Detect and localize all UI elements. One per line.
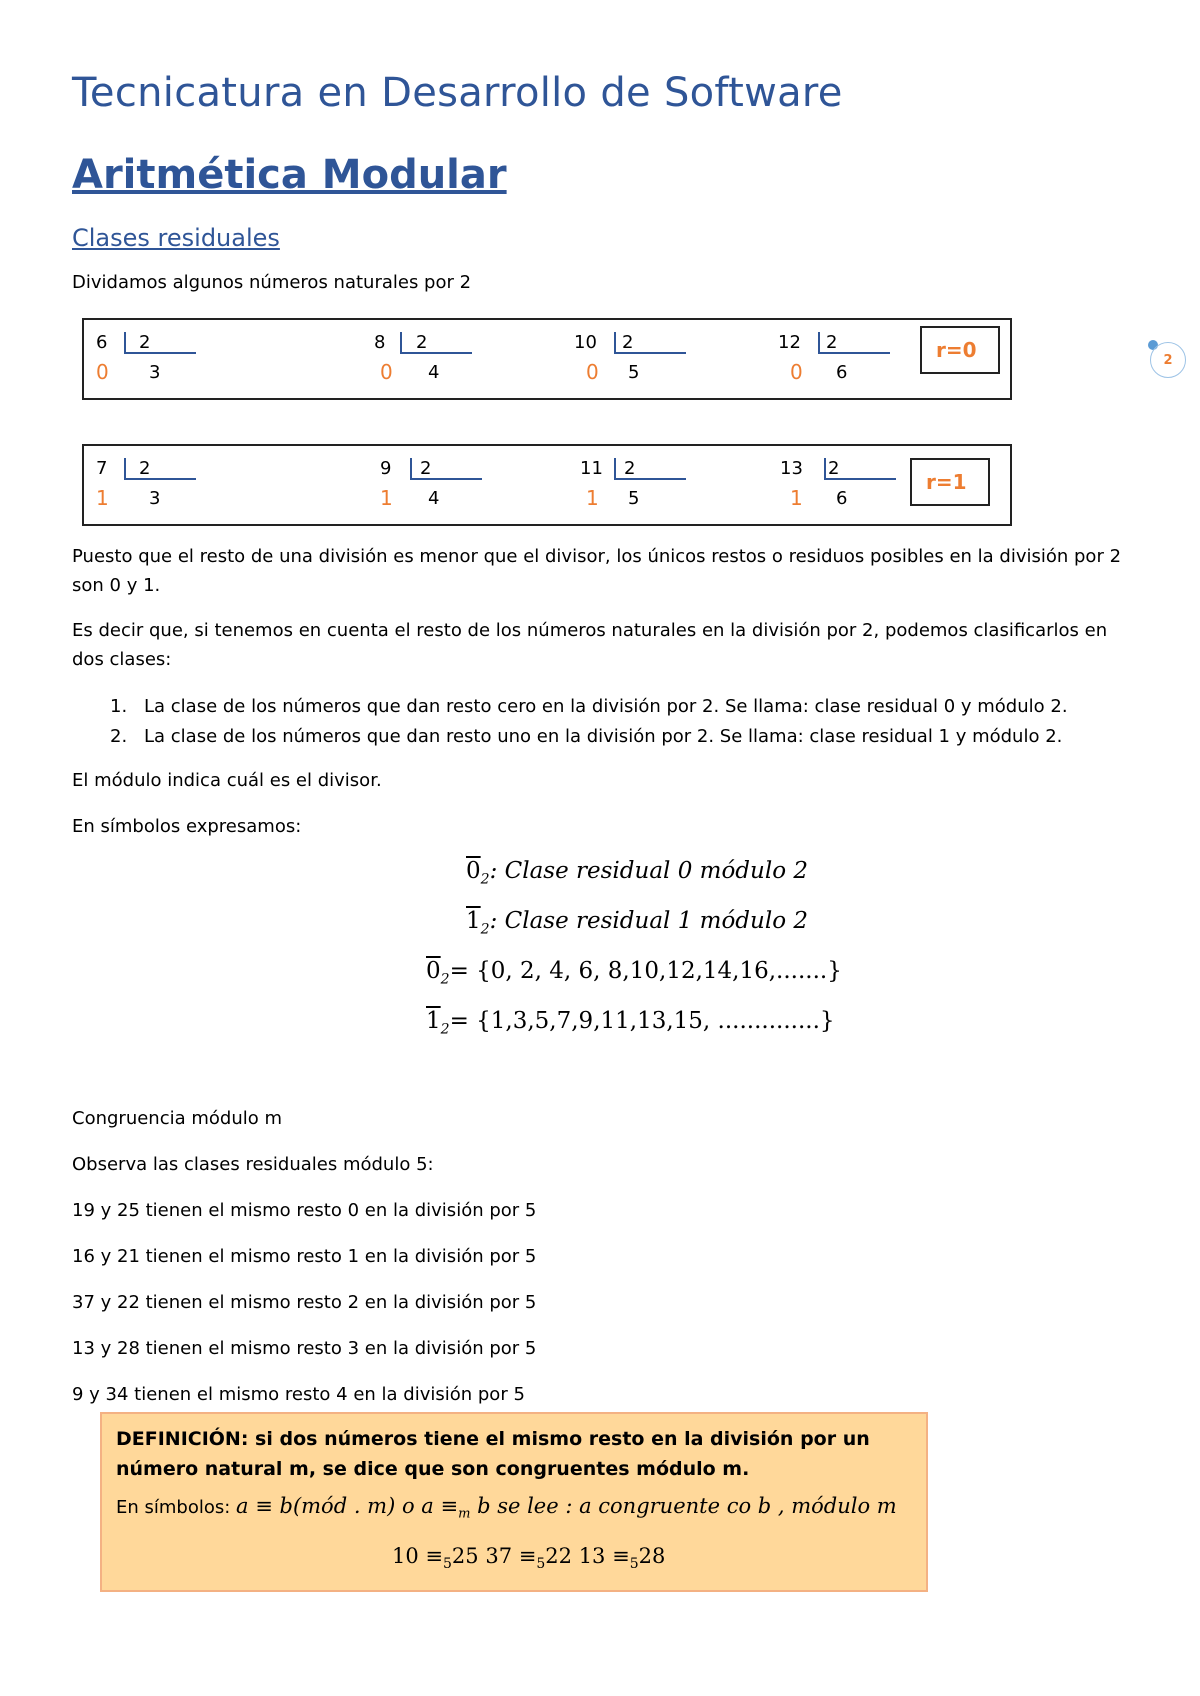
example-right: 22 (545, 1544, 572, 1568)
divisor: 2 (828, 458, 840, 479)
formula-class-1 (466, 908, 808, 938)
remainder: 1 (586, 486, 599, 510)
quotient: 6 (836, 488, 848, 509)
comment-marker-icon[interactable]: 2 (1150, 342, 1186, 378)
example-left: 37 ≡ (485, 1544, 537, 1568)
formula-text: = {1,3,5,7,9,11,13,15, ..............} (449, 1008, 835, 1034)
formula-text: = {0, 2, 4, 6, 8,10,12,14,16,.......} (449, 958, 842, 984)
divisor: 2 (139, 458, 151, 479)
page-title: Aritmética Modular (72, 152, 507, 198)
list-number: 2. (110, 726, 128, 747)
formula-text: : Clase residual 1 módulo 2 (489, 908, 808, 934)
symbols-reading: b se lee : a congruente co b , módulo m (470, 1494, 897, 1518)
divisor: 2 (826, 332, 838, 353)
class-modulus: 2 (440, 971, 450, 988)
residue-line: 13 y 28 tienen el mismo resto 3 en la división por 5 (72, 1338, 537, 1359)
remainder: 0 (380, 360, 393, 384)
example-right: 25 (451, 1544, 479, 1568)
dividend: 7 (96, 458, 108, 479)
example-left: 13 ≡ (578, 1544, 630, 1568)
example-left: 10 ≡ (392, 1544, 443, 1568)
dividend: 11 (580, 458, 603, 479)
paragraph-module: El módulo indica cuál es el divisor. (72, 770, 382, 791)
symbols-subscript: m (458, 1506, 471, 1522)
dividend: 10 (574, 332, 597, 353)
remainder: 1 (96, 486, 109, 510)
list-number: 1. (110, 696, 128, 717)
example-modulus: 5 (536, 1556, 546, 1573)
paragraph-remainder: Puesto que el resto de una división es menor que el divisor, los únicos restos o residuos posibles en la división por 2 son 0 y 1. (72, 546, 1122, 596)
definition-box (100, 1412, 928, 1592)
quotient: 4 (428, 488, 440, 509)
quotient: 4 (428, 362, 440, 383)
class-symbol: 0 (426, 958, 441, 984)
formula-text: : Clase residual 0 módulo 2 (489, 858, 808, 884)
divisor: 2 (624, 458, 636, 479)
residue-line: 19 y 25 tienen el mismo resto 0 en la división por 5 (72, 1200, 537, 1221)
page-header: Tecnicatura en Desarrollo de Software (72, 70, 843, 116)
dividend: 12 (778, 332, 801, 353)
dividend: 9 (380, 458, 392, 479)
example-modulus: 5 (629, 1556, 639, 1573)
class-symbol: 0 (466, 858, 481, 884)
paragraph-symbols: En símbolos expresamos: (72, 816, 302, 837)
division-bracket (124, 332, 196, 354)
dividend: 6 (96, 332, 108, 353)
remainder-label-box: r=1 (910, 458, 990, 506)
remainder: 0 (790, 360, 803, 384)
divisor: 2 (420, 458, 432, 479)
formula-class-0 (466, 858, 808, 888)
paragraph-classify: Es decir que, si tenemos en cuenta el resto de los números naturales en la división por 2, podemos clasificarlos en dos clases: (72, 620, 1108, 670)
list-item (110, 692, 1068, 721)
class-modulus: 2 (480, 871, 490, 888)
remainder: 0 (96, 360, 109, 384)
dividend: 8 (374, 332, 386, 353)
divisor: 2 (622, 332, 634, 353)
list-text: La clase de los números que dan resto uno en la división por 2. Se llama: clase residual 1 y módulo 2. (144, 726, 1063, 747)
symbols-formula: a ≡ b(mód . m) o a ≡ (236, 1494, 459, 1518)
list-item (110, 722, 1062, 751)
quotient: 5 (628, 488, 640, 509)
intro-text: Dividamos algunos números naturales por 2 (72, 272, 472, 293)
divisor: 2 (416, 332, 428, 353)
section-subtitle: Clases residuales (72, 224, 280, 252)
division-bracket (400, 332, 472, 354)
class-symbol: 1 (426, 1008, 441, 1034)
class-modulus: 2 (480, 921, 490, 938)
residue-line: 37 y 22 tienen el mismo resto 2 en la división por 5 (72, 1292, 537, 1313)
definition-symbols (116, 1494, 897, 1522)
congruence-heading: Congruencia módulo m (72, 1108, 283, 1129)
example-modulus: 5 (443, 1556, 452, 1573)
remainder: 1 (380, 486, 393, 510)
quotient: 5 (628, 362, 640, 383)
list-text: La clase de los números que dan resto cero en la división por 2. Se llama: clase residual 0 y módulo 2. (144, 696, 1068, 717)
symbols-label: En símbolos: (116, 1497, 237, 1518)
division-box-r0 (82, 318, 1012, 400)
quotient: 3 (149, 362, 161, 383)
congruence-examples (392, 1544, 665, 1572)
remainder: 1 (790, 486, 803, 510)
dividend: 13 (780, 458, 803, 479)
quotient: 3 (149, 488, 161, 509)
formula-set-1 (426, 1008, 835, 1038)
remainder-label-box: r=0 (920, 326, 1000, 374)
division-bracket (124, 458, 196, 480)
class-modulus: 2 (440, 1021, 450, 1038)
residue-line: 16 y 21 tienen el mismo resto 1 en la división por 5 (72, 1246, 537, 1267)
divisor: 2 (139, 332, 151, 353)
formula-set-0 (426, 958, 842, 988)
example-right: 28 (638, 1544, 666, 1568)
quotient: 6 (836, 362, 848, 383)
residue-line: 9 y 34 tienen el mismo resto 4 en la división por 5 (72, 1384, 525, 1405)
remainder: 0 (586, 360, 599, 384)
observe-text: Observa las clases residuales módulo 5: (72, 1154, 434, 1175)
definition-text: DEFINICIÓN: si dos números tiene el mismo resto en la división por un número natural m, se dice que son congruentes módulo m. (116, 1428, 870, 1480)
class-symbol: 1 (466, 908, 481, 934)
division-box-r1 (82, 444, 1012, 526)
